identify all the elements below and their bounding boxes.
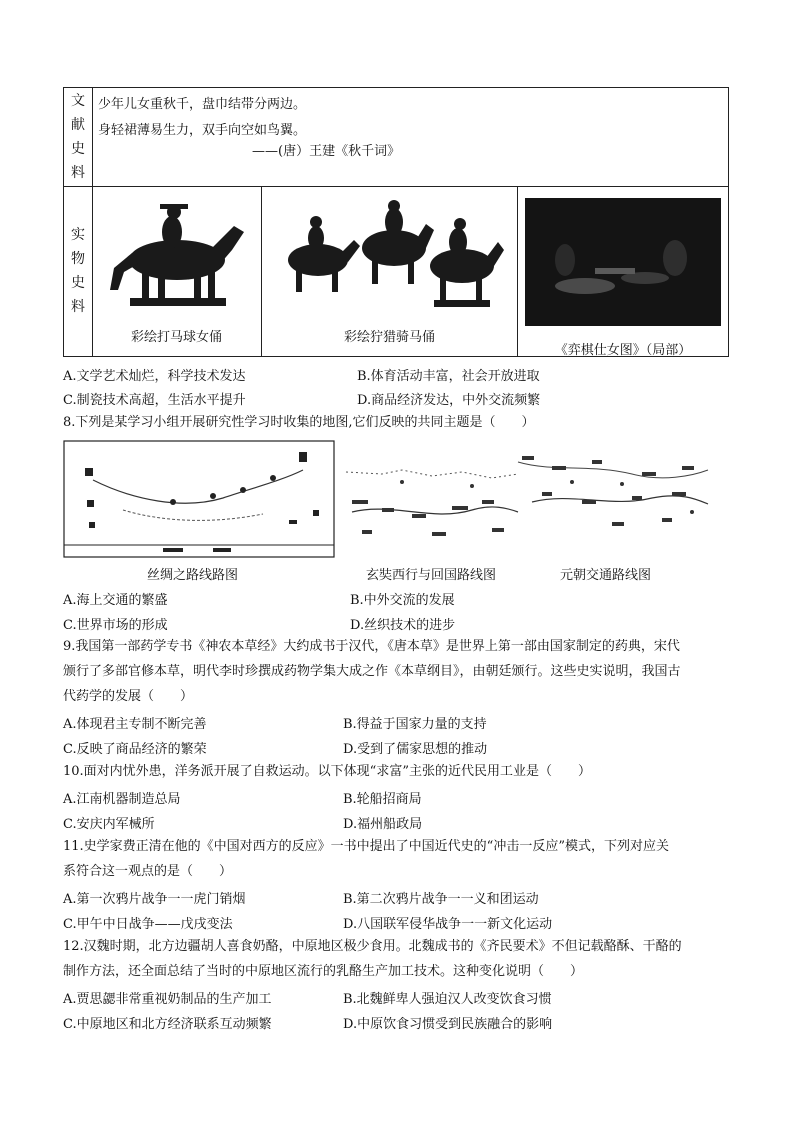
q10-option-d: D.福州船政局 <box>343 817 423 832</box>
painting-image <box>525 198 721 326</box>
xuanzang-route-map <box>342 452 522 552</box>
caption-hunting: 彩绘狞猎骑马俑 <box>343 330 435 345</box>
q9-stem-line-2: 颁行了多部官修本草，明代李时珍撰成药物学集大成之作《本草纲目》，由朝廷颁行。这些史实说明，我国古 <box>63 664 681 679</box>
map-caption-yuan: 元朝交通路线图 <box>560 568 652 583</box>
poem-line-2: 身轻裙薄易生力，双手向空如鸟翼。 <box>98 123 307 138</box>
q12-option-d: D.中原饮食习惯受到民族融合的影响 <box>343 1017 553 1032</box>
literature-label <box>64 88 93 186</box>
caption-polo: 彩绘打马球女俑 <box>130 330 222 345</box>
polo-figurine-cell <box>92 186 262 356</box>
source-table <box>63 87 729 357</box>
silk-road-map <box>63 440 335 558</box>
q10-stem: 10.面对内忧外患，洋务派开展了自救运动。以下体现“求富”主张的近代民用工业是（ ） <box>63 764 591 779</box>
yuan-transport-map <box>512 452 712 552</box>
q9-stem-line-3: 代药学的发展（ ） <box>63 689 194 704</box>
q9-option-b: B.得益于国家力量的支持 <box>343 717 487 732</box>
q11-option-a: A.第一次鸦片战争一一虎门销烟 <box>63 892 246 907</box>
painting-cell <box>518 186 728 356</box>
label-char: 史 <box>71 275 85 291</box>
q11-option-c: C.甲午中日战争——戊戌变法 <box>63 917 233 932</box>
q8-stem: 8.下列是某学习小组开展研究性学习时收集的地图,它们反映的共同主题是（ ） <box>63 415 535 430</box>
map-caption-xuanzang: 玄奘西行与回国路线图 <box>366 568 497 583</box>
q8-option-a: A.海上交通的繁盛 <box>63 593 168 608</box>
poem-line-1: 少年儿女重秋千，盘巾结带分两边。 <box>98 97 307 112</box>
q12-stem-line-2: 制作方法，还全面总结了当时的中原地区流行的乳酪生产加工技术。这种变化说明（ ） <box>63 964 584 979</box>
object-row <box>64 186 728 356</box>
q12-option-c: C.中原地区和北方经济联系互动频繁 <box>63 1017 272 1032</box>
literature-row <box>64 88 728 187</box>
poem-source: ——(唐）王建《秋千词》 <box>252 144 401 159</box>
label-char: 实 <box>71 227 85 243</box>
q12-option-a: A.贾思勰非常重视奶制品的生产加工 <box>63 992 272 1007</box>
q10-option-c: C.安庆内军械所 <box>63 817 155 832</box>
q9-stem-line-1: 9.我国第一部药学专书《神农本草经》大约成书于汉代，《唐本草》是世界上第一部由国家制定的药典，宋代 <box>63 639 680 654</box>
label-char: 文 <box>71 93 85 109</box>
poem <box>98 92 306 144</box>
label-char: 料 <box>71 299 85 315</box>
q9-option-d: D.受到了儒家思想的推动 <box>343 742 488 757</box>
hunting-figurines-image <box>276 200 506 315</box>
q7-option-c: C.制瓷技术高超，生活水平提升 <box>63 393 246 408</box>
q8-option-c: C.世界市场的形成 <box>63 618 168 633</box>
map-caption-silk-road: 丝绸之路线路图 <box>147 568 239 583</box>
q9-option-c: C.反映了商品经济的繁荣 <box>63 742 207 757</box>
q7-option-b: B.体育活动丰富，社会开放进取 <box>357 369 540 384</box>
caption-painting: 《弈棋仕女图》（局部） <box>554 343 692 358</box>
q10-option-a: A.江南机器制造总局 <box>63 792 181 807</box>
q11-stem-line-2: 系符合这一观点的是（ ） <box>63 864 233 879</box>
label-char: 史 <box>71 141 85 157</box>
polo-figurine-image <box>102 198 252 313</box>
q9-option-a: A.体现君主专制不断完善 <box>63 717 207 732</box>
object-label <box>64 186 93 356</box>
q12-stem-line-1: 12.汉魏时期，北方边疆胡人喜食奶酪，中原地区极少食用。北魏成书的《齐民要术》不但记载酪酥、干酪的 <box>63 939 682 954</box>
label-char: 料 <box>71 165 85 181</box>
q11-option-d: D.八国联军侵华战争一一新文化运动 <box>343 917 553 932</box>
q7-option-a: A.文学艺术灿烂，科学技术发达 <box>63 369 246 384</box>
q8-option-d: D.丝织技术的进步 <box>350 618 456 633</box>
label-char: 献 <box>71 117 85 133</box>
q11-stem-line-1: 11.史学家费正清在他的《中国对西方的反应》一书中提出了中国近代史的“冲击一反应”模式，下列对应关 <box>63 839 669 854</box>
hunting-figurines-cell <box>262 186 518 356</box>
q12-option-b: B.北魏鲜卑人强迫汉人改变饮食习惯 <box>343 992 552 1007</box>
q10-option-b: B.轮船招商局 <box>343 792 422 807</box>
q7-option-d: D.商品经济发达，中外交流频繁 <box>357 393 541 408</box>
q11-option-b: B.第二次鸦片战争一一义和团运动 <box>343 892 539 907</box>
q8-option-b: B.中外交流的发展 <box>350 593 455 608</box>
label-char: 物 <box>71 251 85 267</box>
